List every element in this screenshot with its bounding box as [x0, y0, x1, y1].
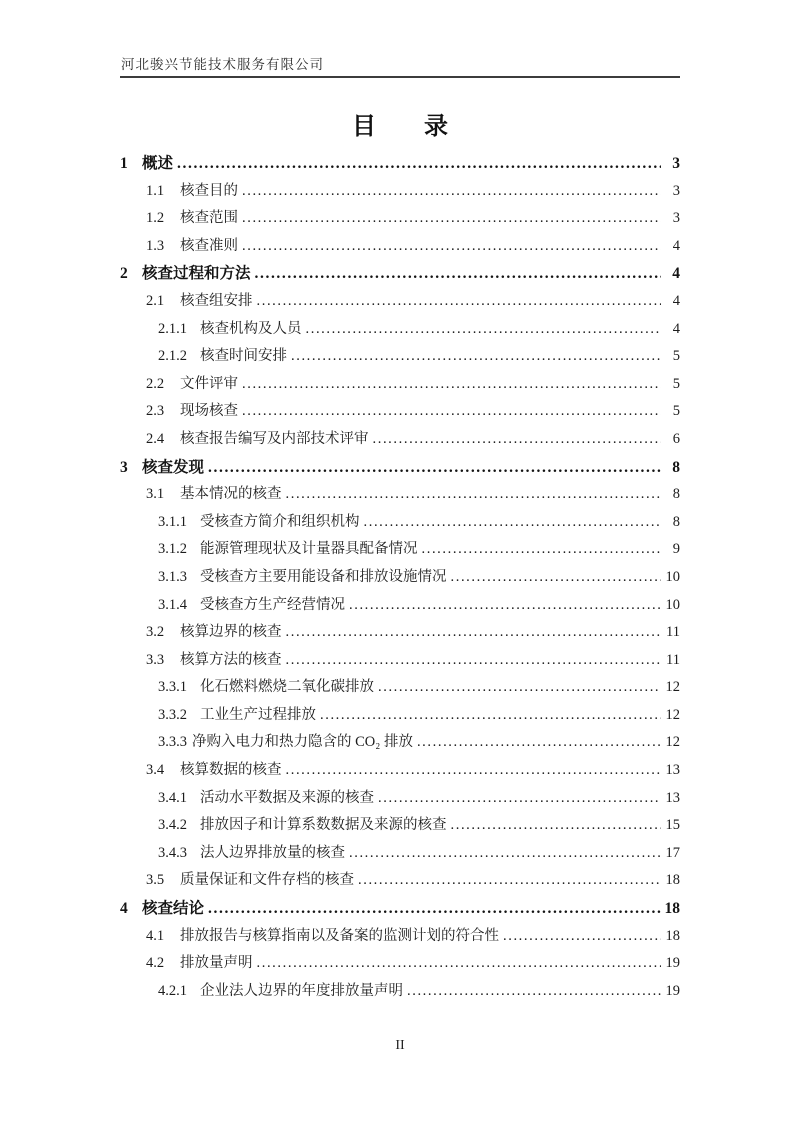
toc-entry[interactable] [120, 867, 680, 895]
toc-entry[interactable] [120, 812, 680, 840]
toc-entry[interactable] [120, 757, 680, 785]
toc-entry-number: 3.3.3 [158, 734, 187, 751]
toc-entry-title: 企业法人边界的年度排放量声明 [200, 982, 403, 999]
toc-entry-number: 3.2 [146, 624, 165, 641]
toc-entry-number: 2.4 [146, 430, 165, 447]
dot-leader [257, 950, 661, 978]
toc-entry-number: 2.1.1 [158, 320, 187, 337]
toc-entry-page: 10 [665, 596, 680, 613]
toc-entry-title: 受核查方生产经营情况 [200, 596, 345, 613]
toc-entry[interactable] [120, 205, 680, 233]
toc-title: 目 录 [352, 114, 448, 140]
toc-entry-page: 8 [672, 513, 680, 530]
dot-leader [417, 729, 661, 757]
toc-entry-page: 19 [665, 982, 680, 999]
dot-leader [503, 923, 661, 951]
toc-entry-title: 排放量声明 [180, 955, 253, 972]
toc-entry-title: 核查准则 [180, 237, 238, 254]
toc-entry-title: 法人边界排放量的核查 [200, 844, 345, 861]
toc-entry-page: 6 [672, 430, 680, 447]
toc-entry-page: 4 [672, 237, 680, 254]
toc-entry[interactable] [120, 785, 680, 813]
toc-entry-title: 核查结论 [142, 900, 205, 918]
toc-entry[interactable] [120, 316, 680, 344]
dot-leader [291, 343, 661, 371]
toc-entry-title: 核算方法的核查 [180, 651, 282, 668]
dot-leader [349, 840, 661, 868]
toc-entry[interactable] [120, 481, 680, 509]
toc-entry-title: 核查发现 [142, 458, 205, 476]
toc-entry-title: 核查时间安排 [200, 348, 287, 365]
toc-entry-title: 核查机构及人员 [200, 320, 302, 337]
dot-leader [242, 371, 661, 399]
toc-entry-page: 13 [665, 762, 680, 779]
toc-entry-number: 1.1 [146, 182, 165, 199]
toc-entry-title: 核算边界的核查 [180, 624, 282, 641]
toc-entry[interactable] [120, 647, 680, 675]
toc-entry[interactable] [120, 729, 680, 757]
toc-entry-page: 5 [672, 375, 680, 392]
toc-entry-page: 3 [672, 182, 680, 199]
footer-page-number: II [395, 1038, 405, 1053]
dot-leader [364, 509, 662, 537]
toc-entry[interactable] [120, 950, 680, 978]
toc-list [120, 150, 680, 1005]
toc-entry-number: 1.2 [146, 210, 165, 227]
header-rule [120, 76, 680, 78]
toc-entry[interactable] [120, 454, 680, 482]
toc-entry-title: 工业生产过程排放 [200, 706, 316, 723]
toc-entry[interactable] [120, 178, 680, 206]
toc-entry-number: 2 [120, 265, 128, 283]
toc-entry-page: 5 [672, 348, 680, 365]
dot-leader [320, 702, 661, 730]
dot-leader [451, 564, 661, 592]
toc-entry[interactable] [120, 702, 680, 730]
toc-entry-page: 13 [665, 789, 680, 806]
dot-leader [286, 481, 662, 509]
dot-leader [286, 757, 661, 785]
toc-entry-page: 18 [665, 872, 680, 889]
toc-entry-number: 4.2.1 [158, 982, 187, 999]
header-company-name: 河北骏兴节能技术服务有限公司 [121, 57, 324, 72]
toc-entry[interactable] [120, 371, 680, 399]
toc-entry-page: 10 [665, 568, 680, 585]
dot-leader [378, 785, 661, 813]
toc-entry-title: 质量保证和文件存档的核查 [180, 872, 354, 889]
toc-entry-number: 4.1 [146, 927, 165, 944]
toc-entry-title: 排放报告与核算指南以及备案的监测计划的符合性 [180, 927, 499, 944]
toc-entry-page: 15 [665, 817, 680, 834]
toc-entry-page: 8 [672, 486, 680, 503]
toc-entry-title: 受核查方简介和组织机构 [200, 513, 360, 530]
toc-entry-number: 3.1.1 [158, 513, 187, 530]
toc-entry-title: 核查报告编写及内部技术评审 [180, 430, 369, 447]
dot-leader [349, 592, 661, 620]
toc-entry-number: 3.1.3 [158, 568, 187, 585]
toc-entry-title: 受核查方主要用能设备和排放设施情况 [200, 568, 447, 585]
toc-entry-number: 2.1 [146, 292, 165, 309]
toc-entry-number: 3.3 [146, 651, 165, 668]
toc-entry-page: 5 [672, 403, 680, 420]
toc-entry-page: 4 [672, 320, 680, 337]
dot-leader [407, 978, 661, 1006]
dot-leader [242, 233, 661, 261]
toc-entry[interactable] [120, 150, 680, 178]
toc-entry-number: 2.1.2 [158, 348, 187, 365]
toc-entry-page: 4 [672, 265, 680, 283]
toc-entry-page: 3 [672, 155, 680, 172]
dot-leader [177, 150, 661, 178]
toc-entry[interactable] [120, 398, 680, 426]
toc-entry-number: 3.4.2 [158, 817, 187, 834]
toc-entry[interactable] [120, 260, 680, 288]
dot-leader [451, 812, 661, 840]
dot-leader [286, 647, 662, 675]
toc-entry-number: 2.3 [146, 403, 165, 420]
toc-entry-title: 核查组安排 [180, 292, 253, 309]
toc-entry-page: 18 [665, 927, 680, 944]
toc-entry-title: 核查目的 [180, 182, 238, 199]
toc-entry-title: 核查过程和方法 [142, 265, 251, 283]
toc-entry-number: 3.4.3 [158, 844, 187, 861]
toc-entry-page: 3 [672, 210, 680, 227]
toc-entry-number: 3 [120, 458, 128, 476]
toc-entry-number: 3.4 [146, 762, 165, 779]
toc-entry-number: 4 [120, 900, 128, 918]
toc-entry-number: 3.5 [146, 872, 165, 889]
dot-leader [242, 178, 661, 206]
dot-leader [286, 619, 662, 647]
toc-entry[interactable] [120, 343, 680, 371]
toc-entry-title: 核算数据的核查 [180, 762, 282, 779]
toc-entry-page: 11 [666, 651, 680, 668]
toc-entry-title: 现场核查 [180, 403, 238, 420]
toc-entry-number: 1 [120, 155, 128, 172]
toc-entry-title: 文件评审 [180, 375, 238, 392]
toc-entry-number: 3.1 [146, 486, 165, 503]
dot-leader [242, 205, 661, 233]
toc-entry-number: 3.4.1 [158, 789, 187, 806]
toc-entry-page: 17 [665, 844, 680, 861]
toc-entry[interactable] [120, 233, 680, 261]
toc-entry[interactable] [120, 426, 680, 454]
toc-entry-page: 12 [665, 679, 680, 696]
dot-leader [255, 260, 661, 288]
toc-entry[interactable] [120, 509, 680, 537]
toc-entry-page: 12 [665, 706, 680, 723]
dot-leader [373, 426, 662, 454]
toc-entry-number: 3.1.2 [158, 541, 187, 558]
toc-entry-title: 净购入电力和热力隐含的 CO₂ 排放 [192, 734, 413, 751]
toc-entry[interactable] [120, 840, 680, 868]
toc-entry[interactable] [120, 619, 680, 647]
toc-entry-title: 排放因子和计算系数数据及来源的核查 [200, 817, 447, 834]
toc-entry[interactable] [120, 592, 680, 620]
dot-leader [257, 288, 662, 316]
toc-entry-page: 19 [665, 955, 680, 972]
dot-leader [208, 895, 661, 923]
toc-entry[interactable] [120, 978, 680, 1006]
toc-entry-page: 8 [672, 458, 680, 476]
dot-leader [306, 316, 662, 344]
toc-entry-page: 18 [664, 900, 680, 918]
toc-entry-title: 基本情况的核查 [180, 486, 282, 503]
toc-entry[interactable] [120, 288, 680, 316]
toc-entry-page: 12 [665, 734, 680, 751]
toc-entry[interactable] [120, 923, 680, 951]
toc-entry[interactable] [120, 536, 680, 564]
toc-entry-number: 3.3.1 [158, 679, 187, 696]
dot-leader [422, 536, 662, 564]
toc-entry-number: 3.3.2 [158, 706, 187, 723]
dot-leader [378, 674, 661, 702]
toc-entry-page: 4 [672, 292, 680, 309]
toc-entry-title: 概述 [142, 155, 174, 172]
toc-entry-page: 9 [672, 541, 680, 558]
toc-entry[interactable] [120, 895, 680, 923]
toc-entry-number: 2.2 [146, 375, 165, 392]
toc-entry-number: 4.2 [146, 955, 165, 972]
toc-entry-title: 能源管理现状及计量器具配备情况 [200, 541, 418, 558]
toc-entry-number: 3.1.4 [158, 596, 187, 613]
dot-leader [242, 398, 661, 426]
toc-entry-number: 1.3 [146, 237, 165, 254]
toc-entry-title: 活动水平数据及来源的核查 [200, 789, 374, 806]
toc-entry-title: 核查范围 [180, 210, 238, 227]
toc-entry[interactable] [120, 564, 680, 592]
toc-entry[interactable] [120, 674, 680, 702]
toc-entry-title: 化石燃料燃烧二氧化碳排放 [200, 679, 374, 696]
dot-leader [358, 867, 661, 895]
dot-leader [208, 454, 661, 482]
toc-entry-page: 11 [666, 624, 680, 641]
